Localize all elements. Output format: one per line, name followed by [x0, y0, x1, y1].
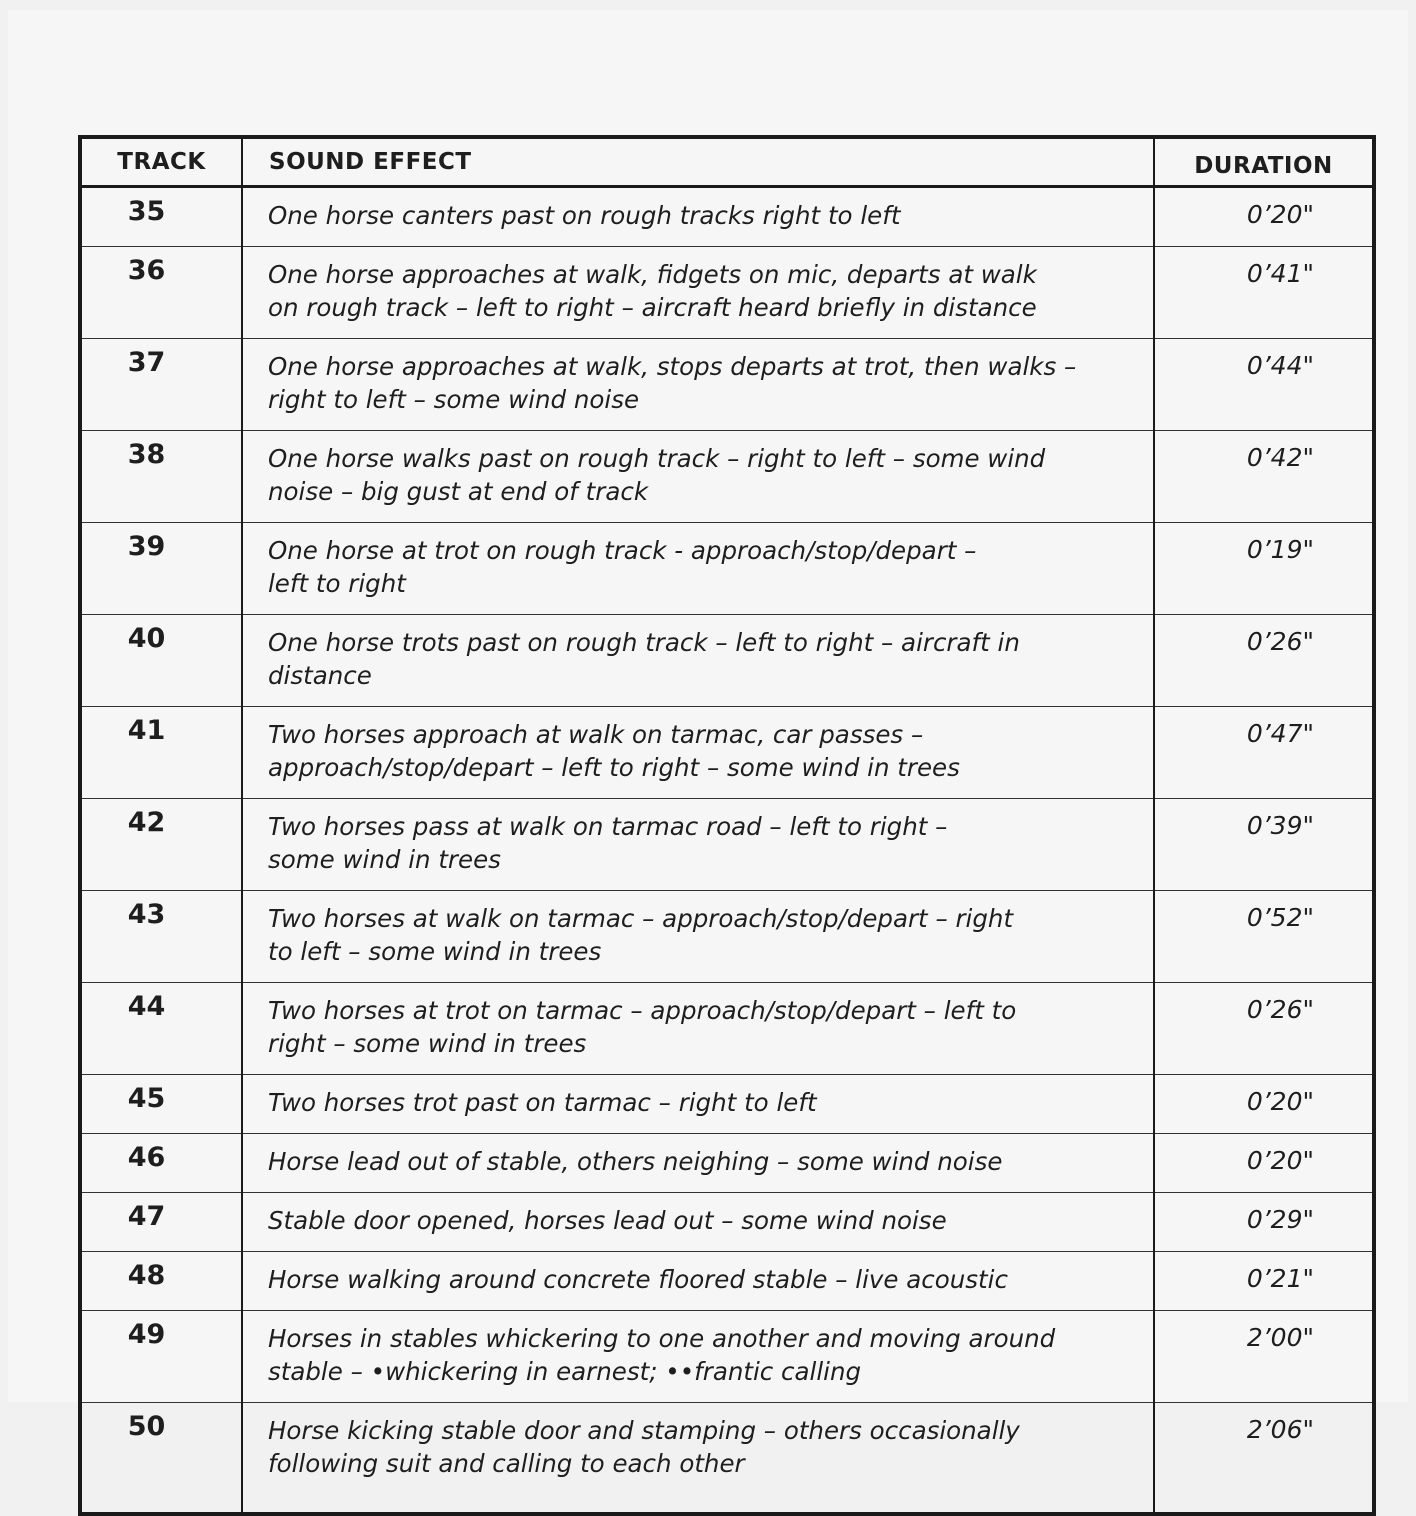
track-duration: 0’26" [1154, 615, 1374, 707]
description-line: right to left – some wind noise [268, 385, 640, 414]
track-listing-table [78, 135, 1376, 1516]
track-duration: 0’47" [1154, 707, 1374, 799]
header-sound-effect: SOUND EFFECT [242, 137, 1154, 187]
description-line: Stable door opened, horses lead out – some wind noise [268, 1206, 947, 1235]
sound-effect-description [242, 615, 1154, 707]
table-row [80, 707, 1374, 799]
table-row [80, 1134, 1374, 1193]
sound-effect-description [242, 247, 1154, 339]
sound-effect-description [242, 707, 1154, 799]
track-number: 48 [80, 1252, 242, 1311]
track-duration: 0’20" [1246, 200, 1314, 229]
description-line: One horse walks past on rough track – right to left – some wind [268, 444, 1046, 473]
table-row [80, 1311, 1374, 1403]
sound-effect-description [242, 187, 1154, 247]
track-duration: 0’39" [1154, 799, 1374, 891]
track-duration: 0’21" [1154, 1252, 1374, 1311]
track-number: 49 [80, 1311, 242, 1403]
track-duration: 2’06" [1154, 1403, 1374, 1515]
description-line: Two horses at walk on tarmac – approach/stop/depart – right [268, 904, 1014, 933]
description-line: noise – big gust at end of track [268, 477, 649, 506]
track-number: 35 [80, 187, 242, 247]
sound-effect-description [242, 339, 1154, 431]
sound-effect-description [242, 983, 1154, 1075]
track-number: 50 [80, 1403, 242, 1515]
header-track: TRACK [80, 137, 242, 187]
description-line: Two horses at trot on tarmac – approach/stop/depart – left to [268, 996, 1017, 1025]
table-row [80, 247, 1374, 339]
track-duration: 0’29" [1154, 1193, 1374, 1252]
table-row [80, 187, 1374, 247]
table-row [80, 891, 1374, 983]
track-duration: 0’44" [1154, 339, 1374, 431]
sound-effect-description [242, 1311, 1154, 1403]
description-line: approach/stop/depart – left to right – some wind in trees [268, 753, 960, 782]
description-line: Horse lead out of stable, others neighing – some wind noise [268, 1147, 1003, 1176]
track-number: 45 [80, 1075, 242, 1134]
table-row [80, 1075, 1374, 1134]
table-row [80, 1403, 1374, 1515]
track-number: 42 [80, 799, 242, 891]
sound-effect-description [242, 431, 1154, 523]
track-duration: 0’20" [1154, 1075, 1374, 1134]
sound-effect-description [242, 891, 1154, 983]
description-line: One horse approaches at walk, fidgets on mic, departs at walk [268, 260, 1037, 289]
description-line: One horse canters past on rough tracks right to left [268, 201, 901, 230]
table-row [80, 983, 1374, 1075]
table-row [80, 615, 1374, 707]
table-row [80, 523, 1374, 615]
track-duration: 0’41" [1154, 247, 1374, 339]
description-line: Two horses trot past on tarmac – right to left [268, 1088, 817, 1117]
track-duration: 0’19" [1154, 523, 1374, 615]
table-row [80, 339, 1374, 431]
track-number: 38 [80, 431, 242, 523]
description-line: stable – •whickering in earnest; ••frantic calling [268, 1357, 862, 1386]
description-line: One horse trots past on rough track – left to right – aircraft in [268, 628, 1020, 657]
table-row [80, 1193, 1374, 1252]
track-duration: 0’20" [1154, 1134, 1374, 1193]
description-line: Horse walking around concrete floored stable – live acoustic [268, 1265, 1008, 1294]
description-line: left to right [268, 569, 406, 598]
description-line: One horse at trot on rough track - approach/stop/depart – [268, 536, 977, 565]
booklet-page [8, 10, 1408, 1478]
sound-effect-description [242, 1193, 1154, 1252]
track-number: 37 [80, 339, 242, 431]
table-header-row [80, 137, 1374, 187]
track-number: 47 [80, 1193, 242, 1252]
description-line: some wind in trees [268, 845, 501, 874]
table-row [80, 431, 1374, 523]
track-number: 40 [80, 615, 242, 707]
description-line: Two horses pass at walk on tarmac road – left to right – [268, 812, 948, 841]
description-line: One horse approaches at walk, stops departs at trot, then walks – [268, 352, 1077, 381]
track-number: 46 [80, 1134, 242, 1193]
sound-effect-description [242, 1403, 1154, 1515]
track-number: 44 [80, 983, 242, 1075]
track-number: 36 [80, 247, 242, 339]
description-line: Horses in stables whickering to one another and moving around [268, 1324, 1056, 1353]
table-row [80, 1252, 1374, 1311]
track-number: 41 [80, 707, 242, 799]
description-line: Horse kicking stable door and stamping – others occasionally [268, 1416, 1020, 1445]
sound-effect-description [242, 1252, 1154, 1311]
header-duration: DURATION [1154, 137, 1374, 187]
track-duration: 0’26" [1154, 983, 1374, 1075]
sound-effect-description [242, 523, 1154, 615]
sound-effect-description [242, 1134, 1154, 1193]
track-duration: 0’52" [1154, 891, 1374, 983]
track-number: 39 [80, 523, 242, 615]
track-duration: 2’00" [1154, 1311, 1374, 1403]
description-line: following suit and calling to each other [268, 1449, 745, 1478]
sound-effect-description [242, 1075, 1154, 1134]
sound-effect-description [242, 799, 1154, 891]
track-duration: 0’42" [1154, 431, 1374, 523]
description-line: right – some wind in trees [268, 1029, 587, 1058]
track-number: 43 [80, 891, 242, 983]
description-line: on rough track – left to right – aircraft heard briefly in distance [268, 293, 1037, 322]
description-line: Two horses approach at walk on tarmac, car passes – [268, 720, 924, 749]
table-row [80, 799, 1374, 891]
description-line: to left – some wind in trees [268, 937, 602, 966]
description-line: distance [268, 661, 372, 690]
